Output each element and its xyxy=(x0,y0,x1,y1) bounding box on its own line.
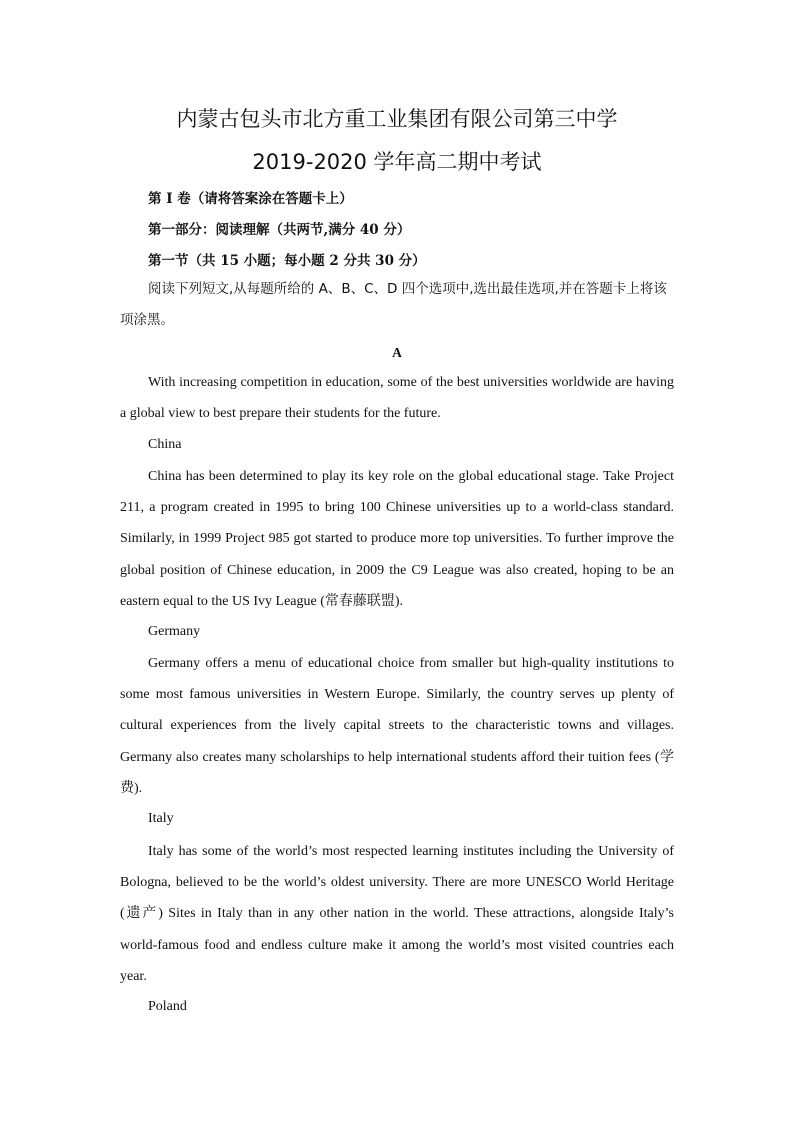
germany-paragraph: Germany offers a menu of educational choice from smaller but high-quality institutions to some most famous universities in Western Europe. Similarly, the country serves up plenty of cultural experiences from the lively capital streets to the characteristic towns and villages. Germany also creates many scholarships to help international students afford their tuition fees (学费). xyxy=(120,656,674,796)
section-heading: 第一节（共 15 小题；每小题 2 分共 30 分） xyxy=(148,253,426,269)
instructions: 阅读下列短文,从每题所给的 A、B、C、D 四个选项中,选出最佳选项,并在答题卡上将该项涂黑。 xyxy=(120,281,667,328)
country-heading-china: China xyxy=(148,437,182,452)
exam-title-school: 内蒙古包头市北方重工业集团有限公司第三中学 xyxy=(176,107,618,131)
passage-intro: With increasing competition in education, some of the best universities worldwide are having a global view to best prepare their students for the future. xyxy=(120,375,674,422)
china-paragraph: China has been determined to play its key role on the global educational stage. Take Project 211, a program created in 1995 to bring 100 Chinese universities up to a world-class standard. Similarly, in 1999 Project 985 got started to produce more top universities. To further improve the global position of Chinese education, in 2009 the C9 League was also created, hoping to be an eastern equal to the US Ivy League (常春藤联盟). xyxy=(120,469,674,609)
part-heading: 第一部分：阅读理解（共两节,满分 40 分） xyxy=(148,222,411,238)
italy-paragraph: Italy has some of the world’s most respected learning institutes including the University of Bologna, believed to be the world’s oldest university. There are more UNESCO World Heritage (遗产) Sites in Italy than in any other nation in the world. These attractions, alongside Italy’s world-famous food and endless culture make it among the world’s most visited countries each year. xyxy=(120,844,674,984)
country-heading-germany: Germany xyxy=(148,624,201,639)
volume-heading: 第 I 卷（请将答案涂在答题卡上） xyxy=(148,191,353,207)
passage-letter: A xyxy=(392,345,402,360)
country-heading-poland: Poland xyxy=(148,999,187,1014)
exam-title-term: 2019-2020 学年高二期中考试 xyxy=(252,150,542,174)
country-heading-italy: Italy xyxy=(148,811,174,826)
